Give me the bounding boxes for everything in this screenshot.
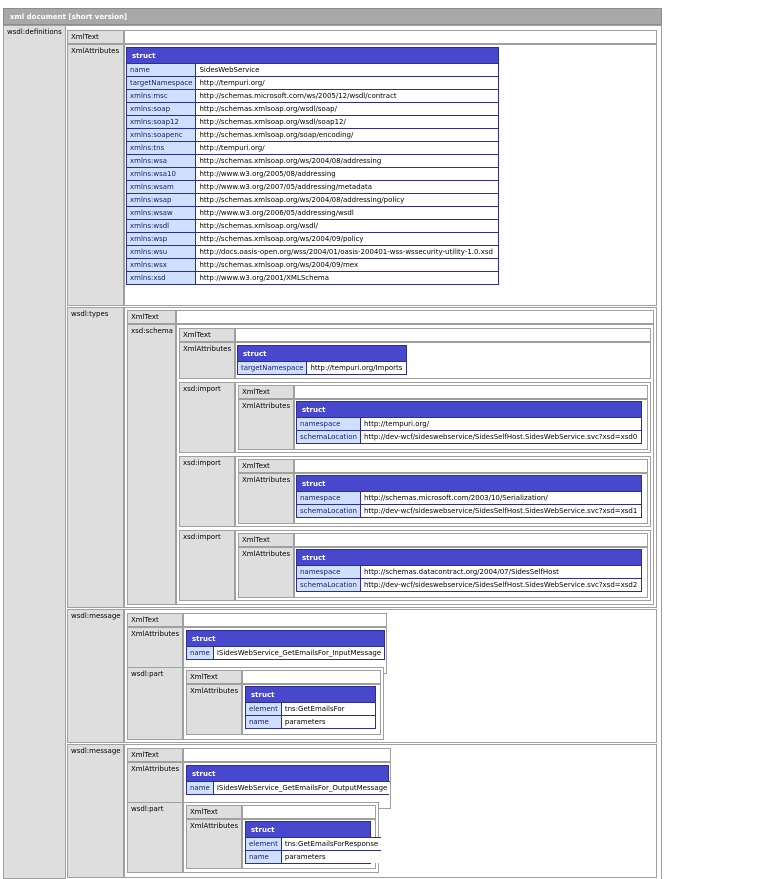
- struct-header: struct: [297, 476, 641, 491]
- attr-value: http://dev-wcf/sideswebservice/SidesSelfHost.SidesWebService.svc?xsd=xsd0: [361, 430, 641, 443]
- attr-value: http://schemas.xmlsoap.org/wsdl/soap/: [196, 102, 498, 115]
- message-xmltext-label: XmlText: [127, 748, 183, 762]
- attr-value: http://schemas.datacontract.org/2004/07/SidesSelfHost: [361, 565, 641, 578]
- attr-key: xmlns:wsu: [127, 245, 196, 258]
- import-xmlattributes-label: XmlAttributes: [238, 473, 294, 524]
- part-label: wsdl:part: [127, 802, 183, 873]
- struct-box: [245, 821, 379, 864]
- import-xmltext-value: [294, 533, 648, 547]
- attr-row: [127, 115, 498, 128]
- attr-value: http://schemas.microsoft.com/2003/10/Serialization/: [361, 491, 641, 504]
- xmltext-label: XmlText: [67, 30, 124, 44]
- struct-header: struct: [187, 766, 388, 781]
- types-label: wsdl:types: [67, 307, 124, 608]
- attr-row: [127, 271, 498, 284]
- message-xmlattributes-label: XmlAttributes: [127, 627, 183, 674]
- attr-value: http://www.w3.org/2001/XMLSchema: [196, 271, 498, 284]
- attr-row: [246, 715, 375, 728]
- attr-key: xmlns:soapenc: [127, 128, 196, 141]
- attr-key: name: [246, 715, 282, 728]
- struct-box: [186, 765, 389, 795]
- attr-key: xmlns:wsa: [127, 154, 196, 167]
- types-xmltext-label: XmlText: [127, 310, 176, 324]
- struct-attr-table: [187, 646, 384, 659]
- import-xmltext-label: XmlText: [238, 385, 294, 399]
- struct-attr-table: [297, 417, 641, 443]
- attr-key: namespace: [297, 417, 361, 430]
- attr-key: xmlns:wsdl: [127, 219, 196, 232]
- struct-box: [296, 475, 642, 518]
- struct-header: struct: [187, 631, 384, 646]
- attr-key: schemaLocation: [297, 578, 361, 591]
- attr-value: SidesWebService: [196, 63, 498, 76]
- attr-key: namespace: [297, 565, 361, 578]
- message-xmlattributes-label: XmlAttributes: [127, 762, 183, 809]
- import-label: xsd:import: [179, 530, 235, 601]
- attr-key: xmlns:soap12: [127, 115, 196, 128]
- attr-value: http://schemas.xmlsoap.org/soap/encoding/: [196, 128, 498, 141]
- attr-key: name: [127, 63, 196, 76]
- struct-attr-table: [246, 837, 381, 863]
- part-xmltext-label: XmlText: [186, 670, 242, 684]
- struct-header: struct: [297, 550, 641, 565]
- attr-row: [127, 128, 498, 141]
- attr-key: name: [187, 646, 214, 659]
- attr-key: namespace: [297, 491, 361, 504]
- struct-box: [186, 630, 385, 660]
- part-xmlattributes-label: XmlAttributes: [186, 684, 242, 735]
- attr-row: [127, 102, 498, 115]
- import-label: xsd:import: [179, 456, 235, 527]
- attr-key: xmlns:wsx: [127, 258, 196, 271]
- attr-key: xmlns:wsap: [127, 193, 196, 206]
- attr-key: schemaLocation: [297, 504, 361, 517]
- struct-attr-table: [187, 781, 390, 794]
- attr-key: xmlns:soap: [127, 102, 196, 115]
- attr-row: [127, 206, 498, 219]
- struct-box: [296, 401, 642, 444]
- attr-value: parameters: [282, 715, 375, 728]
- attr-value: http://schemas.microsoft.com/ws/2005/12/wsdl/contract: [196, 89, 498, 102]
- xmlattributes-label: XmlAttributes: [67, 44, 124, 306]
- attr-row: [297, 578, 641, 591]
- import-xmlattributes-label: XmlAttributes: [238, 547, 294, 598]
- attr-value: ISidesWebService_GetEmailsFor_InputMessage: [214, 646, 384, 659]
- struct-attr-table: [246, 702, 375, 728]
- attr-row: [297, 491, 641, 504]
- attr-row: [127, 232, 498, 245]
- struct-box: [296, 549, 642, 592]
- attr-value: http://schemas.xmlsoap.org/wsdl/: [196, 219, 498, 232]
- import-label: xsd:import: [179, 382, 235, 453]
- attr-row: [127, 219, 498, 232]
- attr-row: [246, 837, 381, 850]
- attr-value: http://schemas.xmlsoap.org/ws/2004/08/addressing: [196, 154, 498, 167]
- attr-key: xmlns:xsd: [127, 271, 196, 284]
- attr-value: http://tempuri.org/: [196, 76, 498, 89]
- attr-row: [187, 781, 390, 794]
- schema-xmltext-label: XmlText: [179, 328, 235, 342]
- attr-value: http://tempuri.org/Imports: [307, 361, 406, 374]
- attr-row: [238, 361, 406, 374]
- attr-key: element: [246, 837, 282, 850]
- attr-key: targetNamespace: [127, 76, 196, 89]
- attr-value: http://schemas.xmlsoap.org/ws/2004/09/policy: [196, 232, 498, 245]
- struct-attr-table: [297, 491, 641, 517]
- attr-value: http://schemas.xmlsoap.org/ws/2004/09/mex: [196, 258, 498, 271]
- attr-value: tns:GetEmailsForResponse: [282, 837, 381, 850]
- attr-value: http://schemas.xmlsoap.org/ws/2004/08/addressing/policy: [196, 193, 498, 206]
- import-xmlattributes-label: XmlAttributes: [238, 399, 294, 450]
- definitions-label: wsdl:definitions: [3, 25, 66, 879]
- types-xmltext-value: [176, 310, 654, 324]
- attr-value: http://www.w3.org/2007/05/addressing/metadata: [196, 180, 498, 193]
- attr-key: schemaLocation: [297, 430, 361, 443]
- import-xmltext-value: [294, 459, 648, 473]
- attr-row: [297, 565, 641, 578]
- schema-xmlattributes-label: XmlAttributes: [179, 342, 235, 379]
- attr-value: http://dev-wcf/sideswebservice/SidesSelfHost.SidesWebService.svc?xsd=xsd2: [361, 578, 641, 591]
- attr-row: [127, 193, 498, 206]
- attr-row: [127, 180, 498, 193]
- attr-row: [187, 646, 384, 659]
- attr-key: xmlns:wsa10: [127, 167, 196, 180]
- message-xmltext-value: [183, 613, 387, 627]
- message-xmltext-label: XmlText: [127, 613, 183, 627]
- attr-row: [127, 141, 498, 154]
- attr-value: parameters: [282, 850, 381, 863]
- attr-value: http://www.w3.org/2005/08/addressing: [196, 167, 498, 180]
- attr-key: xmlns:wsam: [127, 180, 196, 193]
- attr-value: http://tempuri.org/: [361, 417, 641, 430]
- message-xmltext-value: [183, 748, 391, 762]
- message-label: wsdl:message: [67, 744, 124, 878]
- attr-row: [246, 850, 381, 863]
- attr-key: element: [246, 702, 282, 715]
- attr-value: ISidesWebService_GetEmailsFor_OutputMessage: [214, 781, 390, 794]
- attr-key: name: [246, 850, 282, 863]
- part-xmltext-value: [242, 805, 376, 819]
- attr-value: http://dev-wcf/sideswebservice/SidesSelfHost.SidesWebService.svc?xsd=xsd1: [361, 504, 641, 517]
- part-label: wsdl:part: [127, 667, 183, 740]
- attr-row: [127, 245, 498, 258]
- struct-header: struct: [297, 402, 641, 417]
- schema-struct: [237, 345, 407, 375]
- attr-row: [127, 154, 498, 167]
- part-xmlattributes-label: XmlAttributes: [186, 819, 242, 869]
- definitions-attr-table: [127, 63, 498, 284]
- struct-header: struct: [246, 822, 370, 837]
- schema-attr-table: [238, 361, 406, 374]
- struct-header: struct: [246, 687, 375, 702]
- attr-key: xmlns:tns: [127, 141, 196, 154]
- schema-label: xsd:schema: [127, 324, 176, 605]
- attr-value: http://docs.oasis-open.org/wss/2004/01/oasis-200401-wss-wssecurity-utility-1.0.xsd: [196, 245, 498, 258]
- attr-row: [297, 417, 641, 430]
- import-xmltext-label: XmlText: [238, 533, 294, 547]
- attr-row: [127, 76, 498, 89]
- struct-box: [245, 686, 376, 729]
- attr-value: http://www.w3.org/2006/05/addressing/wsdl: [196, 206, 498, 219]
- document-title: xml document [short version]: [3, 8, 662, 25]
- struct-attr-table: [297, 565, 641, 591]
- xmltext-value: [124, 30, 657, 44]
- attr-key: xmlns:wsaw: [127, 206, 196, 219]
- import-xmltext-value: [294, 385, 648, 399]
- attr-key: xmlns:msc: [127, 89, 196, 102]
- attr-key: name: [187, 781, 214, 794]
- attr-row: [297, 504, 641, 517]
- struct-header: struct: [238, 346, 406, 361]
- attr-row: [127, 63, 498, 76]
- part-xmltext-label: XmlText: [186, 805, 242, 819]
- attr-row: [127, 89, 498, 102]
- part-xmltext-value: [242, 670, 381, 684]
- attr-value: http://tempuri.org/: [196, 141, 498, 154]
- attr-row: [127, 258, 498, 271]
- import-xmltext-label: XmlText: [238, 459, 294, 473]
- attr-key: xmlns:wsp: [127, 232, 196, 245]
- schema-xmltext-value: [235, 328, 651, 342]
- message-label: wsdl:message: [67, 609, 124, 743]
- attr-row: [297, 430, 641, 443]
- attr-value: http://schemas.xmlsoap.org/wsdl/soap12/: [196, 115, 498, 128]
- struct-header: struct: [127, 48, 498, 63]
- attr-value: tns:GetEmailsFor: [282, 702, 375, 715]
- definitions-struct: [126, 47, 499, 285]
- attr-row: [246, 702, 375, 715]
- attr-row: [127, 167, 498, 180]
- attr-key: targetNamespace: [238, 361, 307, 374]
